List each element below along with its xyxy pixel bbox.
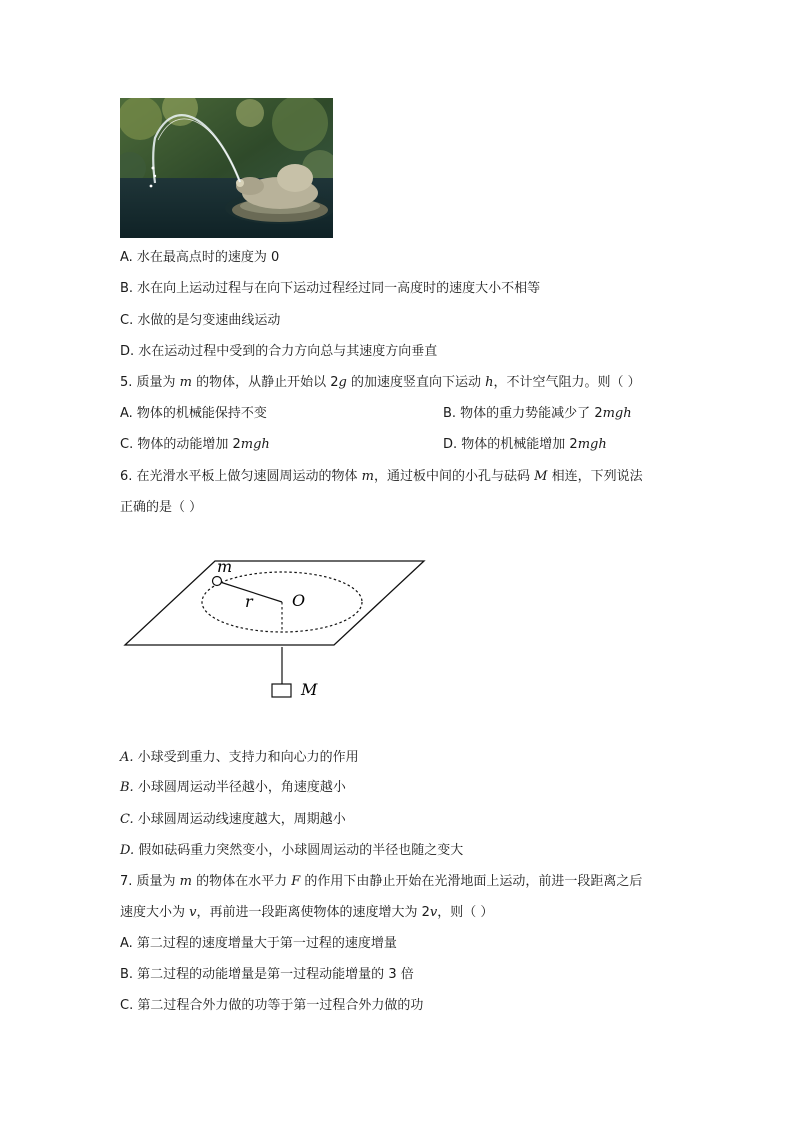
q6-option-a: [120, 750, 359, 766]
q6-figure: [120, 555, 430, 705]
q5-option-c: [120, 437, 270, 453]
q5-option-a: A. 物体的机械能保持不变: [120, 406, 267, 421]
q4-option-d: D. 水在运动过程中受到的合力方向总与其速度方向垂直: [120, 344, 438, 359]
label-m: m: [217, 557, 233, 576]
label-r: r: [245, 592, 253, 611]
q4-option-c: C. 水做的是匀变速曲线运动: [120, 313, 281, 328]
q7-stem2-pre: 速度大小为: [120, 905, 190, 920]
q7-var-v2: v: [429, 905, 438, 920]
q6-option-d: [120, 843, 463, 859]
q5-option-b-text: B. 物体的重力势能减少了 2: [443, 406, 603, 421]
q7-stem2-post: ，则（ ）: [437, 905, 494, 920]
q6-option-c: [120, 812, 346, 828]
fountain-photo-drawing: [120, 98, 333, 238]
ball-m: [213, 577, 222, 586]
q6-stem-mid: ，通过板中间的小孔与砝码: [374, 469, 535, 484]
q6-option-b-letter: B.: [120, 780, 134, 795]
q7-stem-post: 的作用下由静止开始在光滑地面上运动，前进一段距离之后: [300, 874, 643, 889]
q7-stem-line1: [120, 874, 642, 890]
q7-stem-pre: 7. 质量为: [120, 874, 180, 889]
q7-stem-line2: [120, 905, 493, 921]
q5-option-d-var: mgh: [577, 437, 607, 452]
q5-stem-mid2: 的加速度竖直向下运动: [346, 375, 486, 390]
q6-stem-pre: 6. 在光滑水平板上做匀速圆周运动的物体: [120, 469, 362, 484]
q6-option-b: [120, 780, 346, 796]
q5-stem: [120, 375, 641, 391]
q6-option-c-letter: C.: [120, 812, 134, 827]
q6-figure-drawing: [120, 555, 430, 705]
q5-stem-mid1: 的物体，从静止开始以 2: [192, 375, 339, 390]
q5-option-d: [443, 437, 607, 453]
q5-stem-pre: 5. 质量为: [120, 375, 180, 390]
q4-option-b: B. 水在向上运动过程与在向下运动过程经过同一高度时的速度大小不相等: [120, 281, 541, 296]
q7-stem2-mid: ，再前进一段距离使物体的速度增大为 2: [196, 905, 430, 920]
q5-var-g: g: [338, 375, 347, 390]
q5-option-c-text: C. 物体的动能增加 2: [120, 437, 241, 452]
q6-option-d-letter: D.: [120, 843, 135, 858]
q5-var-m: m: [179, 375, 192, 390]
q7-var-v: v: [189, 905, 197, 920]
q5-option-b-var: mgh: [602, 406, 632, 421]
q7-var-m: m: [179, 874, 192, 889]
q6-option-a-letter: A.: [120, 750, 134, 765]
q5-var-h: h: [485, 375, 494, 390]
q6-var-M: M: [534, 469, 548, 484]
weight-M: [272, 684, 291, 697]
fountain-photo: [120, 98, 333, 238]
horizontal-plate: [125, 561, 424, 645]
q6-option-a-text: 小球受到重力、支持力和向心力的作用: [133, 750, 359, 765]
q5-stem-post: ，不计空气阻力。则（ ）: [493, 375, 641, 390]
q6-option-c-text: 小球圆周运动线速度越大，周期越小: [133, 812, 346, 827]
q6-option-b-text: 小球圆周运动半径越小，角速度越小: [133, 780, 346, 795]
q6-stem-line1: [120, 469, 643, 485]
q6-var-m: m: [361, 469, 374, 484]
q5-option-b: [443, 406, 632, 422]
q7-option-b: B. 第二过程的动能增量是第一过程动能增量的 3 倍: [120, 967, 414, 982]
q6-stem-post: 相连，下列说法: [547, 469, 643, 484]
q6-option-d-text: 假如砝码重力突然变小，小球圆周运动的半径也随之变大: [134, 843, 464, 858]
q7-var-F: F: [291, 874, 301, 889]
q7-option-c: C. 第二过程合外力做的功等于第一过程合外力做的功: [120, 998, 424, 1013]
label-O: O: [292, 591, 306, 610]
q7-option-a: A. 第二过程的速度增量大于第一过程的速度增量: [120, 936, 397, 951]
q6-stem-line2: 正确的是（ ）: [120, 500, 203, 515]
q7-stem-mid: 的物体在水平力: [192, 874, 292, 889]
label-M: M: [301, 680, 318, 699]
q5-option-c-var: mgh: [240, 437, 270, 452]
q4-option-a: A. 水在最高点时的速度为 0: [120, 250, 280, 265]
q5-option-d-text: D. 物体的机械能增加 2: [443, 437, 578, 452]
